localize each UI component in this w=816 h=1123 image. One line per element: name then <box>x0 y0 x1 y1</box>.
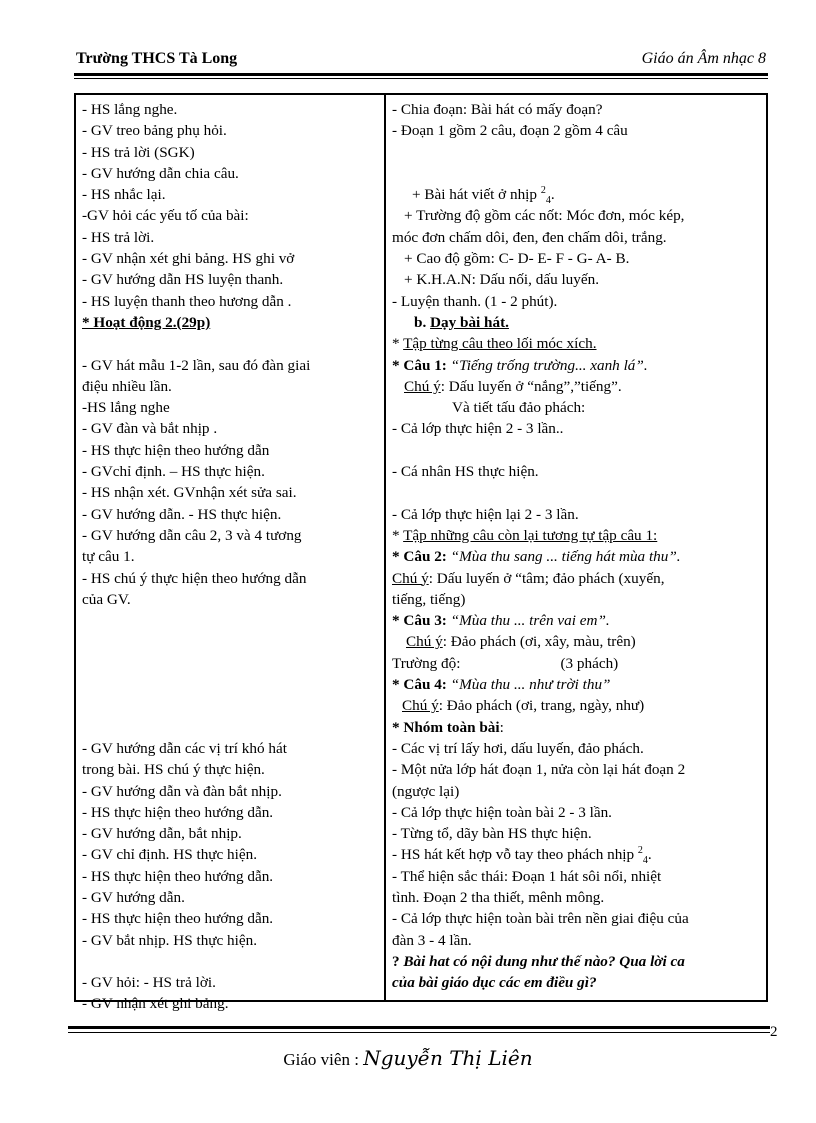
text-line: - HS lắng nghe. <box>82 101 178 118</box>
text-line: - GV treo bảng phụ hỏi. <box>82 122 227 140</box>
text-line: - HS nhắc lại. <box>82 186 166 204</box>
text-line <box>392 546 764 567</box>
text-span: (3 phách) <box>560 654 619 672</box>
time-sig-bottom: 4 <box>545 195 551 207</box>
text-span: * Nhóm toàn bài <box>392 718 500 736</box>
teacher-student-activities-column <box>82 99 378 1015</box>
text-line: - HS luyện thanh theo hương dẫn . <box>82 292 292 310</box>
text-span: Bài hat có nội dung như thế nào? Qua lời ca <box>403 952 685 970</box>
blank-line <box>82 674 378 695</box>
text-line: - Cả lớp thực hiện 2 - 3 lần.. <box>392 420 564 438</box>
text-span: : <box>499 718 504 736</box>
text-line: + Trường độ gồm các nốt: Móc đơn, móc kép, <box>404 207 685 225</box>
text-line: - GV chỉ định. HS thực hiện. <box>82 846 257 864</box>
question-line: của bài giáo dục các em điều gì? <box>392 974 597 992</box>
text-span: - HS hát kết hợp vỗ tay theo phách nhịp <box>392 846 638 864</box>
text-line: - HS nhận xét. GVnhận xét sửa sai. <box>82 484 297 502</box>
teacher-signature: Nguyễn Thị Liên <box>363 1046 533 1070</box>
time-sig-top: 2 <box>540 185 546 197</box>
text-line <box>392 376 764 397</box>
text-line: - Cá nhân HS thực hiện. <box>392 463 539 481</box>
text-line <box>392 717 764 738</box>
teacher-label: Giáo viên : <box>283 1050 364 1069</box>
text-line: - GV nhận xét ghi bảng. <box>82 995 229 1013</box>
text-line: trong bài. HS chú ý thực hiện. <box>82 761 265 779</box>
text-line: - Từng tổ, dãy bàn HS thực hiện. <box>392 825 592 843</box>
blank-line <box>82 695 378 716</box>
text-line: - GV hỏi: - HS trả lời. <box>82 974 216 992</box>
text-line: - Luyện thanh. (1 - 2 phút). <box>392 292 558 310</box>
text-line <box>392 568 764 589</box>
blank-line <box>82 717 378 738</box>
text-span: Chú ý <box>404 377 441 395</box>
page-number: 2 <box>770 1024 778 1040</box>
text-line: đàn 3 - 4 lần. <box>392 931 472 949</box>
time-sig-top: 2 <box>637 845 643 857</box>
text-span: : Đảo phách (ơi, xây, màu, trên) <box>442 633 636 651</box>
text-span: Chú ý <box>402 697 439 715</box>
teacher-line <box>0 1046 816 1070</box>
text-span: . <box>647 846 652 864</box>
text-span: Chú ý <box>392 569 429 587</box>
text-line: - GV hướng dẫn. <box>82 888 185 906</box>
activity-heading: * Hoạt động 2.(29p) <box>82 313 211 331</box>
section-heading <box>392 312 764 333</box>
text-line: - GV hướng dẫn. - HS thực hiện. <box>82 505 282 523</box>
text-line: - Đoạn 1 gồm 2 câu, đoạn 2 gồm 4 câu <box>392 122 628 140</box>
text-line: - GVchỉ định. – HS thực hiện. <box>82 463 265 481</box>
text-line: - HS thực hiện theo hướng dẫn. <box>82 867 274 885</box>
text-span: * Câu 2: <box>392 548 451 566</box>
text-line <box>392 844 764 865</box>
time-sig-bottom: 4 <box>642 855 648 867</box>
text-line: - Thể hiện sắc thái: Đoạn 1 hát sôi nổi, nhiệt <box>392 867 662 885</box>
blank-line <box>82 333 378 354</box>
text-line <box>392 184 764 205</box>
blank-line <box>392 440 764 461</box>
text-span: * Câu 3: <box>392 612 451 630</box>
text-span: : Dấu luyến ở “nắng”,”tiếng”. <box>440 377 622 395</box>
text-line: - GV hướng dẫn và đàn bắt nhịp. <box>82 782 282 800</box>
text-line: tình. Đoạn 2 tha thiết, mênh mông. <box>392 888 605 906</box>
header-rule-thin <box>74 78 768 79</box>
text-line: điệu nhiều lần. <box>82 377 172 395</box>
text-line <box>392 610 764 631</box>
text-line: - Một nửa lớp hát đoạn 1, nửa còn lại hát đoạn 2 <box>392 761 686 779</box>
text-line <box>392 525 764 546</box>
text-line <box>392 355 764 376</box>
text-line: - HS thực hiện theo hướng dẫn. <box>82 910 274 928</box>
text-span: ? <box>392 952 404 970</box>
text-line: móc đơn chấm dôi, đen, đen chấm dôi, trắng. <box>392 228 667 246</box>
text-span: “Tiếng trống trường... xanh lá”. <box>450 356 648 374</box>
text-span: b. <box>414 313 431 331</box>
blank-line <box>82 631 378 652</box>
text-line: - GV hướng dẫn câu 2, 3 và 4 tương <box>82 526 302 544</box>
text-span: Chú ý <box>406 633 443 651</box>
blank-line <box>392 482 764 503</box>
text-line: - Các vị trí lấy hơi, dấu luyến, đảo phách. <box>392 739 644 757</box>
text-span: * <box>392 526 404 544</box>
text-line: - GV hát mẫu 1-2 lần, sau đó đàn giai <box>82 356 311 374</box>
text-line: - Cả lớp thực hiện lại 2 - 3 lần. <box>392 505 579 523</box>
text-line: - GV hướng dẫn chia câu. <box>82 164 239 182</box>
text-span: * Câu 4: <box>392 676 451 694</box>
text-line: + K.H.A.N: Dấu nối, dấu luyến. <box>404 271 600 289</box>
text-line: - GV hướng dẫn các vị trí khó hát <box>82 739 287 757</box>
text-line: - HS chú ý thực hiện theo hướng dẫn <box>82 569 307 587</box>
footer-rule-thin <box>68 1032 770 1033</box>
course-title: Giáo án Âm nhạc 8 <box>641 50 766 67</box>
text-line: - HS trả lời. <box>82 228 155 246</box>
text-line: - HS thực hiện theo hướng dẫn. <box>82 803 274 821</box>
text-line: - Chia đoạn: Bài hát có mấy đoạn? <box>392 101 603 118</box>
text-span: “Mùa thu ... như trời thu” <box>450 676 611 694</box>
blank-line <box>392 142 764 163</box>
school-name: Trường THCS Tà Long <box>76 50 238 67</box>
text-span: . <box>550 186 555 204</box>
text-line: - GV hướng dẫn HS luyện thanh. <box>82 271 284 289</box>
text-line: - HS thực hiện theo hướng dẫn <box>82 441 270 459</box>
text-span: * <box>392 335 404 353</box>
question-line <box>392 951 764 972</box>
blank-line <box>392 163 764 184</box>
text-line <box>392 695 764 716</box>
text-line <box>392 333 764 354</box>
lesson-table <box>74 93 768 1013</box>
text-line: -HS lắng nghe <box>82 399 170 417</box>
text-span: “Mùa thu sang ... tiếng hát mùa thu”. <box>450 548 681 566</box>
text-line <box>392 653 764 674</box>
text-line: + Cao độ gồm: C- D- E- F - G- A- B. <box>404 250 630 268</box>
text-line: - GV bắt nhịp. HS thực hiện. <box>82 931 257 949</box>
header-rule-thick <box>74 73 768 76</box>
column-divider <box>384 95 386 1000</box>
text-span: * Câu 1: <box>392 356 451 374</box>
text-line: - Cả lớp thực hiện toàn bài 2 - 3 lần. <box>392 803 612 821</box>
text-line: - HS trả lời (SGK) <box>82 143 195 161</box>
text-span: + Bài hát viết ở nhịp <box>412 186 541 204</box>
text-span: Dạy bài hát. <box>430 313 509 331</box>
lesson-content-column <box>392 99 764 993</box>
text-line: - GV hướng dẫn, bắt nhịp. <box>82 825 242 843</box>
text-line: - GV đàn và bắt nhịp . <box>82 420 218 438</box>
text-line: của GV. <box>82 590 131 608</box>
text-span: Tập từng câu theo lối móc xích. <box>403 335 597 353</box>
text-line: - GV nhận xét ghi bảng. HS ghi vở <box>82 250 295 268</box>
text-line: -GV hỏi các yếu tố của bài: <box>82 207 249 225</box>
text-line: tiếng, tiếng) <box>392 590 466 608</box>
footer-rule-thick <box>68 1026 770 1029</box>
blank-line <box>82 653 378 674</box>
text-line <box>392 674 764 695</box>
text-span: : Dấu luyến ở “tâm; đảo phách (xuyến, <box>428 569 665 587</box>
text-span: “Mùa thu ... trên vai em”. <box>450 612 610 630</box>
text-line <box>392 631 764 652</box>
text-line: - Cả lớp thực hiện toàn bài trên nền giai điệu của <box>392 910 689 928</box>
blank-line <box>82 610 378 631</box>
text-line: tự câu 1. <box>82 548 135 566</box>
blank-line <box>82 951 378 972</box>
text-span: Tập những câu còn lại tương tự tập câu 1: <box>403 526 658 544</box>
text-span: : Đảo phách (ơi, trang, ngày, như) <box>438 697 645 715</box>
page-header <box>74 50 768 72</box>
text-span: Trường độ: <box>392 654 461 672</box>
text-line: (ngược lại) <box>392 782 460 800</box>
text-line: Và tiết tấu đảo phách: <box>452 399 586 417</box>
